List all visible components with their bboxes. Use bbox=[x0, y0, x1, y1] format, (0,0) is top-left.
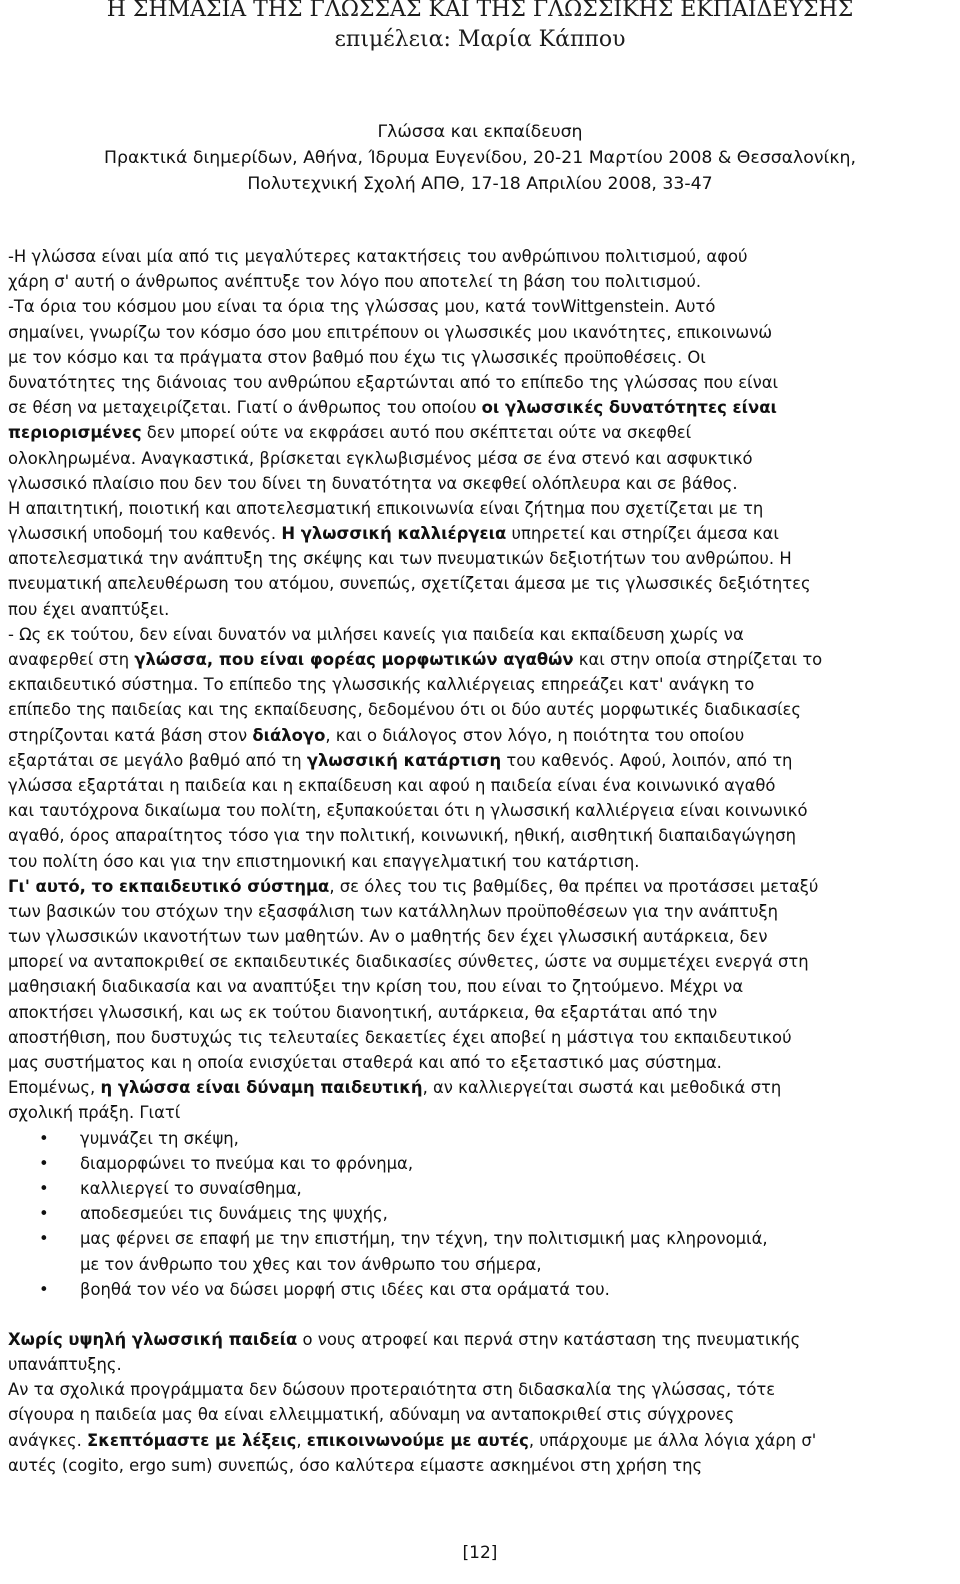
text-run: μαθησιακή διαδικασία και να αναπτύξει την κρίση του, που είναι το ζητούμενο. Μέχρι να bbox=[8, 977, 744, 997]
text-run: -Τα όρια του κόσμου μου είναι τα όρια της γλώσσας μου, κατά τονWittgenstein. Αυτό bbox=[8, 297, 716, 317]
text-line bbox=[8, 1025, 952, 1050]
text-run: των βασικών του στόχων την εξασφάλιση των κατάλληλων προϋποθέσεων για την ανάπτυξη bbox=[8, 901, 778, 921]
text-run: στηρίζονται κατά βάση στον bbox=[8, 725, 253, 745]
text-line bbox=[8, 622, 952, 647]
text-run: ο νους ατροφεί και περνά στην κατάσταση της πνευματικής bbox=[297, 1329, 801, 1349]
text-line bbox=[8, 521, 952, 546]
text-run: γλωσσικό πλαίσιο που δεν του δίνει τη δυνατότητα να σκεφθεί ολόπλευρα και σε βάθος. bbox=[8, 473, 738, 493]
text-run: σε θέση να μεταχειρίζεται. Γιατί ο άνθρωπος του οποίου bbox=[8, 398, 482, 418]
text-line bbox=[8, 748, 952, 773]
text-run: , και ο διάλογος στον λόγο, η ποιότητα του οποίου bbox=[325, 725, 745, 745]
text-line bbox=[8, 974, 952, 999]
text-run: σημαίνει, γνωρίζω τον κόσμο όσο μου επιτρέπουν οι γλωσσικές μου ικανότητες, επικοινωνώ bbox=[8, 322, 773, 342]
bold-text: Χωρίς υψηλή γλωσσική παιδεία bbox=[8, 1329, 298, 1349]
citation-line: Πολυτεχνική Σχολή ΑΠΘ, 17-18 Απριλίου 2008, 33-47 bbox=[247, 174, 713, 194]
text-line bbox=[8, 546, 952, 571]
text-line bbox=[8, 949, 952, 974]
text-line bbox=[8, 395, 952, 420]
text-line bbox=[8, 773, 952, 798]
text-run: ανάγκες. bbox=[8, 1430, 88, 1450]
text-line bbox=[8, 924, 952, 949]
text-line bbox=[8, 471, 952, 496]
bold-text: γλωσσική κατάρτιση bbox=[306, 750, 502, 770]
text-run: μπορεί να ανταποκριθεί σε εκπαιδευτικές διαδικασίες σύνθετες, ώστε να συμμετέχει ενεργά στη bbox=[8, 952, 809, 972]
text-line bbox=[8, 420, 952, 445]
text-line bbox=[8, 672, 952, 697]
bullet-item: • βοηθά τον νέο να δώσει μορφή στις ιδέες και στα οράματά του. bbox=[8, 1277, 952, 1302]
text-run: πνευματική απελευθέρωση του ατόμου, συνεπώς, σχετίζεται άμεσα με τις γλωσσικές δεξιότητες bbox=[8, 574, 811, 594]
text-run: και στην οποία στηρίζεται το bbox=[573, 650, 823, 669]
text-run: αποκτήσει γλωσσική, και ως εκ τούτου διανοητική, αυτάρκεια, θα εξαρτάται από την bbox=[8, 1002, 718, 1022]
text-run: σχολική πράξη. Γιατί bbox=[8, 1103, 181, 1123]
text-run: , αν καλλιεργείται σωστά και μεθοδικά στη bbox=[422, 1078, 782, 1098]
text-run: αποτελεσματικά την ανάπτυξη της σκέψης και των πνευματικών δεξιοτήτων του ανθρώπου. Η bbox=[8, 549, 792, 569]
text-line bbox=[8, 446, 952, 471]
text-line bbox=[8, 697, 952, 722]
text-line bbox=[8, 244, 952, 269]
text-run: γλωσσική υποδομή του καθενός. bbox=[8, 524, 282, 544]
text-run: , σε όλες του τις βαθμίδες, θα πρέπει να προτάσσει μεταξύ bbox=[329, 876, 819, 896]
text-line bbox=[8, 823, 952, 848]
text-run: εξαρτάται σε μεγάλο βαθμό από τη bbox=[8, 750, 307, 770]
text-run: μας συστήματος και η οποία ενισχύεται σταθερά και από το εξεταστικό μας σύστημα. bbox=[8, 1053, 722, 1072]
bold-text: γλώσσα, που είναι φορέας μορφωτικών αγαθών bbox=[134, 650, 574, 669]
bold-text: η γλώσσα είναι δύναμη παιδευτική bbox=[100, 1078, 423, 1098]
text-run: σίγουρα η παιδεία μας θα είναι ελλειμματική, αδύναμη να ανταποκριθεί στις σύγχρονες bbox=[8, 1405, 735, 1425]
text-run: Επομένως, bbox=[8, 1078, 101, 1098]
citation-line: Πρακτικά διημερίδων, Αθήνα, Ίδρυμα Ευγενίδου, 20-21 Μαρτίου 2008 & Θεσσαλονίκη, bbox=[104, 148, 856, 168]
text-run: δεν μπορεί ούτε να εκφράσει αυτό που σκέπτεται ούτε να σκεφθεί bbox=[141, 423, 692, 443]
text-run: ολοκληρωμένα. Αναγκαστικά, βρίσκεται εγκλωβισμένος μέσα σε ένα στενό και ασφυκτικό bbox=[8, 448, 753, 468]
text-run: αναφερθεί στη bbox=[8, 650, 135, 669]
bullet-item: • καλλιεργεί το συναίσθημα, bbox=[8, 1176, 952, 1201]
running-header-editor: επιμέλεια: Μαρία Κάππου bbox=[334, 27, 626, 52]
text-run: χάρη σ' αυτή ο άνθρωπος ανέπτυξε τον λόγο που αποτελεί τη βάση του πολιτισμού. bbox=[8, 272, 702, 292]
bullet-item-continuation: με τον άνθρωπο του χθες και τον άνθρωπο του σήμερα, bbox=[80, 1254, 542, 1274]
text-run: των γλωσσικών ικανοτήτων των μαθητών. Αν ο μαθητής δεν έχει γλωσσική αυτάρκεια, δεν bbox=[8, 927, 768, 947]
text-run: εκπαιδευτικό σύστημα. Το επίπεδο της γλωσσικής καλλιέργειας επηρεάζει κατ' ανάγκη το bbox=[8, 675, 755, 695]
text-line bbox=[8, 571, 952, 596]
text-line bbox=[8, 320, 952, 345]
closing-paragraphs bbox=[8, 1327, 952, 1478]
bullet-item: • γυμνάζει τη σκέψη, bbox=[8, 1126, 952, 1151]
text-run: -Η γλώσσα είναι μία από τις μεγαλύτερες κατακτήσεις του ανθρώπινου πολιτισμού, αφού bbox=[8, 247, 748, 266]
text-run: , bbox=[296, 1430, 307, 1450]
text-run: του καθενός. Αφού, λοιπόν, από τη bbox=[501, 750, 793, 770]
text-line bbox=[8, 1402, 952, 1427]
text-line bbox=[8, 597, 952, 622]
bold-text: περιορισμένες bbox=[8, 423, 142, 443]
text-line bbox=[8, 1428, 952, 1453]
text-run: - Ως εκ τούτου, δεν είναι δυνατόν να μιλήσει κανείς για παιδεία και εκπαίδευση χωρίς να bbox=[8, 624, 744, 644]
bullet-item: • αποδεσμεύει τις δυνάμεις της ψυχής, bbox=[8, 1201, 952, 1226]
text-line bbox=[8, 798, 952, 823]
text-line bbox=[8, 1050, 952, 1075]
text-run: αγαθό, όρος απαραίτητος τόσο για την πολιτική, κοινωνική, ηθική, αισθητική διαπαιδαγώγηση bbox=[8, 826, 796, 846]
text-line bbox=[8, 370, 952, 395]
text-run: Η απαιτητική, ποιοτική και αποτελεσματική επικοινωνία είναι ζήτημα που σχετίζεται με τη bbox=[8, 498, 764, 518]
text-run: με τον κόσμο και τα πράγματα στον βαθμό που έχω τις γλωσσικές προϋποθέσεις. Οι bbox=[8, 347, 706, 367]
text-run: υπηρετεί και στηρίζει άμεσα και bbox=[506, 524, 779, 544]
text-line bbox=[8, 345, 952, 370]
text-line bbox=[8, 1377, 952, 1402]
bold-text: διάλογο bbox=[252, 725, 326, 745]
text-line bbox=[8, 294, 952, 319]
text-run: , υπάρχουμε με άλλα λόγια χάρη σ' bbox=[528, 1430, 817, 1450]
text-line bbox=[8, 1100, 952, 1125]
text-line bbox=[8, 899, 952, 924]
text-run: επίπεδο της παιδείας και της εκπαίδευσης, δεδομένου ότι οι δύο αυτές μορφωτικές διαδικασίες bbox=[8, 700, 802, 720]
text-line bbox=[8, 849, 952, 874]
bullet-item: • μας φέρνει σε επαφή με την επιστήμη, την τέχνη, την πολιτισμική μας κληρονομιά, bbox=[8, 1226, 952, 1251]
paragraph-gap bbox=[8, 1302, 952, 1327]
text-line bbox=[8, 723, 952, 748]
bullet-item: • διαμορφώνει το πνεύμα και το φρόνημα, bbox=[8, 1151, 952, 1176]
text-run: αποστήθιση, που δυστυχώς τις τελευταίες δεκαετίες έχει αποβεί η μάστιγα του εκπαιδευτικού bbox=[8, 1027, 792, 1047]
text-line bbox=[8, 496, 952, 521]
bold-text: επικοινωνούμε με αυτές bbox=[306, 1430, 529, 1450]
text-line bbox=[8, 1000, 952, 1025]
bold-text: οι γλωσσικές δυνατότητες είναι bbox=[481, 398, 777, 418]
text-run: αυτές (cogito, ergo sum) συνεπώς, όσο καλύτερα είμαστε ασκημένοι στη χρήση της bbox=[8, 1455, 703, 1475]
citation-block bbox=[0, 119, 960, 197]
text-line bbox=[8, 269, 952, 294]
text-run: δυνατότητες της διάνοιας του ανθρώπου εξαρτώνται από το επίπεδο της γλώσσας που είναι bbox=[8, 372, 779, 392]
bold-text: Γι' αυτό, το εκπαιδευτικό σύστημα bbox=[8, 876, 330, 896]
main-paragraphs bbox=[8, 244, 952, 1126]
text-line bbox=[8, 1352, 952, 1377]
body-text bbox=[8, 244, 952, 1478]
text-line bbox=[8, 647, 952, 672]
page-number: [12] bbox=[462, 1543, 498, 1563]
text-run: υπανάπτυξης. bbox=[8, 1355, 122, 1375]
text-run: του πολίτη όσο και για την επιστημονική και επαγγελματική του κατάρτιση. bbox=[8, 851, 640, 871]
text-run: που έχει αναπτύξει. bbox=[8, 599, 170, 619]
bullet-list bbox=[8, 1126, 952, 1302]
text-line bbox=[8, 1453, 952, 1478]
citation-line: Γλώσσα και εκπαίδευση bbox=[377, 122, 583, 142]
text-line bbox=[8, 1075, 952, 1100]
running-header-title: Η ΣΗΜΑΣΙΑ ΤΗΣ ΓΛΩΣΣΑΣ ΚΑΙ ΤΗΣ ΓΛΩΣΣΙΚΗΣ ΕΚΠΑΙΔΕΥΣΗΣ bbox=[106, 0, 854, 22]
bold-text: Σκεπτόμαστε με λέξεις bbox=[87, 1430, 297, 1450]
text-run: γλώσσα εξαρτάται η παιδεία και η εκπαίδευση και αφού η παιδεία είναι ένα κοινωνικό αγαθό bbox=[8, 775, 776, 795]
text-run: Αν τα σχολικά προγράμματα δεν δώσουν προτεραιότητα στη διδασκαλία της γλώσσας, τότε bbox=[8, 1380, 776, 1400]
text-line bbox=[8, 874, 952, 899]
text-run: και ταυτόχρονα δικαίωμα του πολίτη, εξυπακούεται ότι η γλωσσική καλλιέργεια είναι κοινωνικό bbox=[8, 801, 808, 821]
bold-text: Η γλωσσική καλλιέργεια bbox=[281, 524, 507, 544]
text-line bbox=[8, 1327, 952, 1352]
